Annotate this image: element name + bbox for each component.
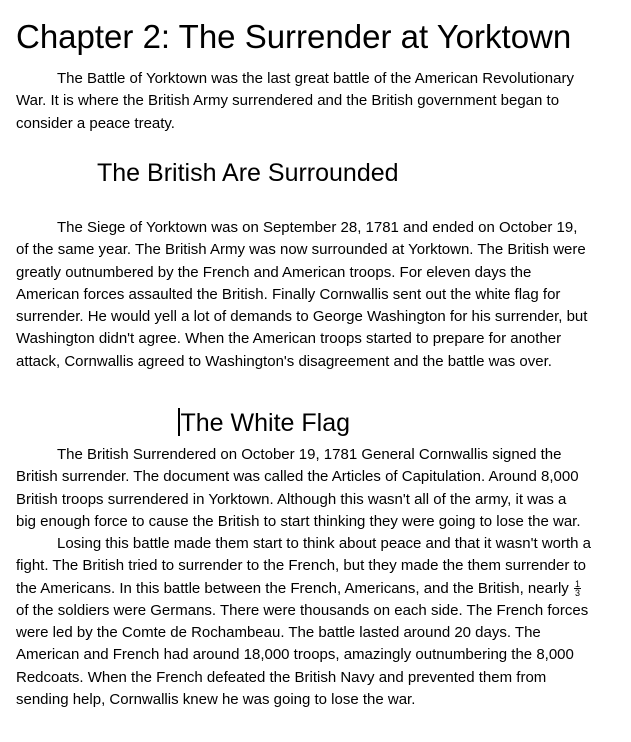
surrounded-line: of the same year. The British Army was now surrounded at Yorktown. The British were: [16, 241, 586, 259]
white-flag-line: big enough force to cause the British to start thinking they were going to lose the war.: [16, 512, 581, 530]
white-flag-line: the Americans. In this battle between the French, Americans, and the British, nearly: [16, 579, 569, 597]
intro-line: consider a peace treaty.: [16, 114, 175, 132]
fraction-numerator: 1: [574, 579, 580, 590]
white-flag-line-fraction: [16, 578, 622, 600]
white-flag-line: Losing this battle made them start to think about peace and that it wasn't worth a: [57, 535, 592, 552]
white-flag-paragraph-1: [16, 444, 622, 533]
intro-line: War. It is where the British Army surrendered and the British government began to: [16, 92, 560, 110]
white-flag-line: Redcoats. When the French defeated the British Navy and prevented them from: [16, 668, 547, 686]
white-flag-line: were led by the Comte de Rochambeau. The battle lasted around 20 days. The: [16, 624, 541, 642]
white-flag-line: of the soldiers were Germans. There were thousands on each side. The French forces: [16, 601, 589, 619]
surrounded-line: The Siege of Yorktown was on September 28, 1781 and ended on October 19,: [57, 219, 578, 236]
section-heading-white-flag-wrap: [178, 408, 350, 438]
white-flag-paragraph-2: [16, 533, 622, 711]
fraction-denominator: 3: [574, 588, 580, 599]
white-flag-line: British troops surrendered in Yorktown. Although this wasn't all of the army, it was a: [16, 490, 567, 508]
surrounded-line: attack, Cornwallis agreed to Washington's disagreement and the battle was over.: [16, 352, 552, 370]
white-flag-line: sending help, Cornwallis knew he was going to lose the war.: [16, 691, 416, 709]
section-heading-white-flag: The White Flag: [180, 409, 351, 437]
text-cursor: [178, 408, 180, 436]
surrounded-line: Washington didn't agree. When the American troops started to prepare for another: [16, 330, 562, 348]
intro-line: The Battle of Yorktown was the last great battle of the American Revolutionary: [57, 70, 574, 87]
white-flag-line: The British Surrendered on October 19, 1781 General Cornwallis signed the: [57, 446, 562, 463]
one-third-fraction: [574, 580, 581, 597]
white-flag-line: British surrender. The document was called the Articles of Capitulation. Around 8,000: [16, 468, 579, 486]
intro-paragraph: [16, 68, 622, 135]
surrounded-line: greatly outnumbered by the French and American troops. For eleven days the: [16, 263, 532, 281]
white-flag-line: fight. The British tried to surrender to the French, but they made the them surrender to: [16, 557, 587, 575]
surrounded-line: surrender. He would yell a lot of demands to George Washington for his surrender, but: [16, 308, 588, 326]
surrounded-line: American forces assaulted the British. Finally Cornwallis sent out the white flag for: [16, 285, 561, 303]
section-heading-surrounded: The British Are Surrounded: [97, 159, 399, 187]
chapter-title: Chapter 2: The Surrender at Yorktown: [16, 18, 572, 55]
surrounded-paragraph: [16, 217, 622, 373]
white-flag-line: American and French had around 18,000 troops, amazingly outnumbering the 8,000: [16, 646, 574, 664]
